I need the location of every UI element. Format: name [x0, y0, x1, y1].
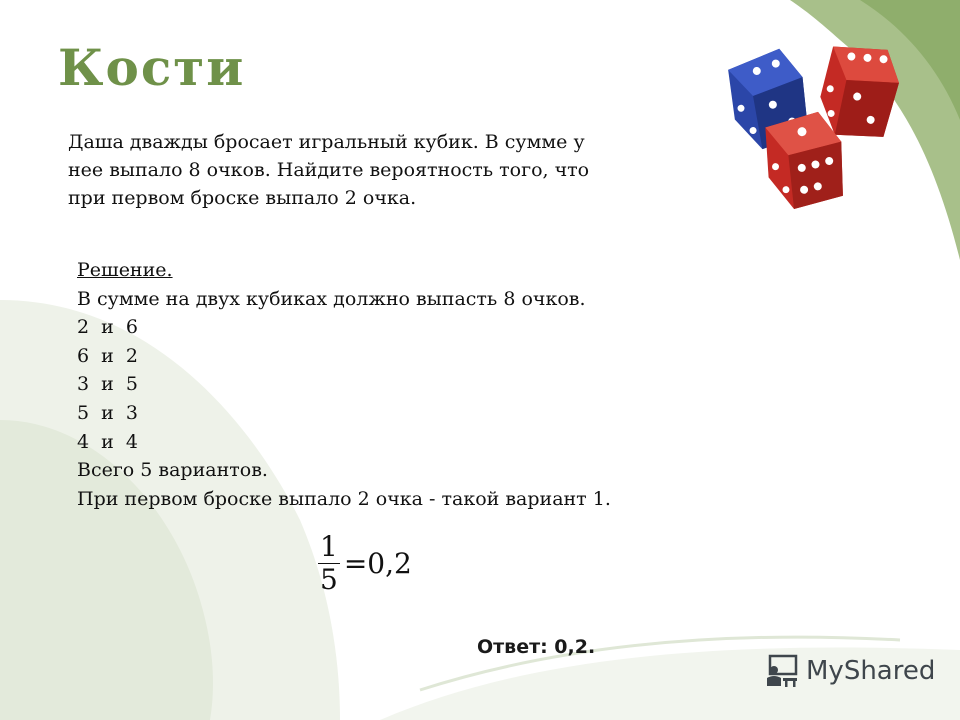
logo-text: MyShared: [806, 656, 936, 686]
solution-heading: Решение.: [77, 259, 173, 281]
solution-line: 4 и 4: [77, 430, 138, 453]
slide-title: Кости: [58, 38, 246, 97]
myshared-logo: [764, 654, 935, 688]
fraction-denominator: 5: [320, 563, 338, 596]
dice-image: [716, 30, 916, 210]
problem-statement: [68, 128, 708, 212]
problem-line: нее выпало 8 очков. Найдите вероятность того, что: [68, 159, 590, 181]
solution-block: [77, 256, 611, 513]
solution-line: 2 и 6: [77, 316, 138, 339]
solution-line: 5 и 3: [77, 401, 138, 424]
solution-line: При первом броске выпало 2 очка - такой вариант 1.: [77, 487, 611, 510]
fraction-numerator: 1: [320, 530, 338, 563]
solution-line: В сумме на двух кубиках должно выпасть 8 очков.: [77, 287, 586, 310]
problem-line: при первом броске выпало 2 очка.: [68, 187, 417, 209]
solution-line: Всего 5 вариантов.: [77, 459, 268, 482]
fraction-formula: [316, 532, 412, 595]
classroom-icon: [764, 654, 800, 688]
solution-line: 6 и 2: [77, 344, 138, 367]
problem-line: Даша дважды бросает игральный кубик. В сумме у: [68, 131, 585, 153]
solution-line: 3 и 5: [77, 373, 138, 396]
fraction-result: =0,2: [343, 547, 412, 580]
fraction: [316, 532, 342, 595]
answer-text: Ответ: 0,2.: [477, 636, 596, 658]
